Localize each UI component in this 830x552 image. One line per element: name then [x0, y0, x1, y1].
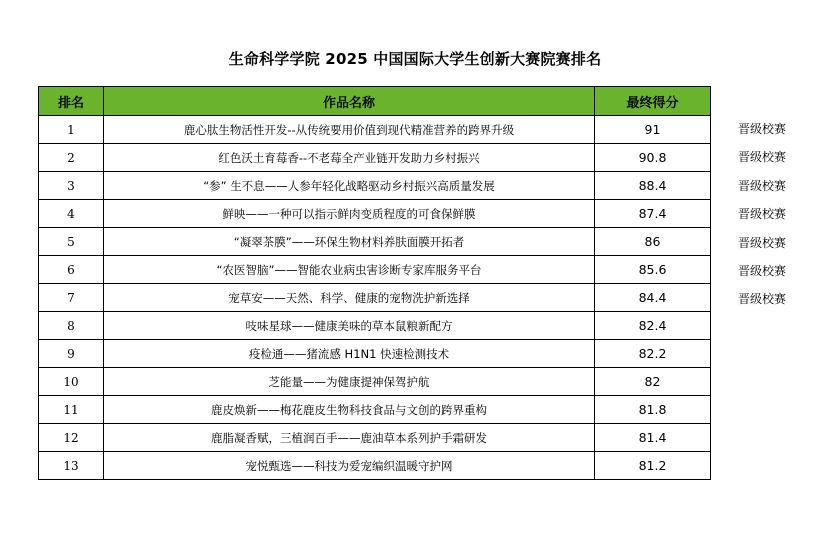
- rank-cell: 11: [39, 396, 104, 424]
- header-row: [39, 87, 711, 116]
- rank-cell: 13: [39, 452, 104, 480]
- advance-note: 晋级校赛: [738, 207, 787, 222]
- rank-cell: 5: [39, 228, 104, 256]
- table-row: [39, 144, 711, 172]
- project-name-cell: “农医智脑”——智能农业病虫害诊断专家库服务平台: [104, 256, 595, 284]
- score-cell: 82.2: [595, 340, 711, 368]
- advance-notes-column: [738, 115, 818, 484]
- project-name-cell: 芝能量——为健康提神保驾护航: [104, 368, 595, 396]
- table-row: [39, 256, 711, 284]
- score-cell: 82: [595, 368, 711, 396]
- header-rank: 排名: [39, 87, 104, 116]
- rank-cell: 6: [39, 256, 104, 284]
- advance-note: [738, 342, 818, 370]
- advance-note: 晋级校赛: [738, 178, 787, 193]
- rank-cell: 7: [39, 284, 104, 312]
- score-cell: 81.8: [595, 396, 711, 424]
- rank-cell: 10: [39, 368, 104, 396]
- advance-note: 晋级校赛: [738, 263, 787, 278]
- advance-note: [738, 456, 818, 484]
- page-title: 生命科学学院 2025 中国国际大学生创新大赛院赛排名: [228, 50, 602, 68]
- advance-note: 晋级校赛: [738, 235, 787, 250]
- project-name-cell: 宠草安——天然、科学、健康的宠物洗护新选择: [104, 284, 595, 312]
- rank-cell: 12: [39, 424, 104, 452]
- table-row: [39, 368, 711, 396]
- score-cell: 82.4: [595, 312, 711, 340]
- project-name-cell: 鹿心肽生物活性开发--从传统要用价值到现代精准营养的跨界升级: [104, 116, 595, 144]
- project-name-cell: 鹿脂凝香赋，三植润百手——鹿油草本系列护手霜研发: [104, 424, 595, 452]
- table-header: [39, 87, 711, 116]
- score-cell: 85.6: [595, 256, 711, 284]
- table-body: [39, 116, 711, 480]
- score-cell: 86: [595, 228, 711, 256]
- advance-note: [738, 371, 818, 399]
- table-row: [39, 340, 711, 368]
- table-row: [39, 200, 711, 228]
- advance-note: [738, 427, 818, 455]
- project-name-cell: 鲜映——一种可以指示鲜肉变质程度的可食保鲜膜: [104, 200, 595, 228]
- advance-note: [738, 314, 818, 342]
- rank-cell: 9: [39, 340, 104, 368]
- advance-note: 晋级校赛: [738, 150, 787, 165]
- score-cell: 81.2: [595, 452, 711, 480]
- project-name-cell: 疫检通——猪流感 H1N1 快速检测技术: [104, 340, 595, 368]
- advance-note: 晋级校赛: [738, 122, 787, 136]
- project-name-cell: “凝翠茶膜”——环保生物材料养肤面膜开拓者: [104, 228, 595, 256]
- table-row: [39, 228, 711, 256]
- score-cell: 87.4: [595, 200, 711, 228]
- table-row: [39, 284, 711, 312]
- project-name-cell: 红色沃土育莓香--不老莓全产业链开发助力乡村振兴: [104, 144, 595, 172]
- project-name-cell: “参” 生不息——人参年轻化战略驱动乡村振兴高质量发展: [104, 172, 595, 200]
- ranking-table: [38, 86, 711, 480]
- project-name-cell: 鹿皮焕新——梅花鹿皮生物科技食品与文创的跨界重构: [104, 396, 595, 424]
- header-name: 作品名称: [104, 87, 595, 116]
- score-cell: 84.4: [595, 284, 711, 312]
- score-cell: 81.4: [595, 424, 711, 452]
- score-cell: 88.4: [595, 172, 711, 200]
- score-cell: 90.8: [595, 144, 711, 172]
- rank-cell: 8: [39, 312, 104, 340]
- table-row: [39, 396, 711, 424]
- project-name-cell: 吱味星球——健康美味的草本鼠粮新配方: [104, 312, 595, 340]
- table-row: [39, 116, 711, 144]
- rank-cell: 1: [39, 116, 104, 144]
- rank-cell: 2: [39, 144, 104, 172]
- table-row: [39, 424, 711, 452]
- table-row: [39, 312, 711, 340]
- project-name-cell: 宠悦甄选——科技为爱宠编织温暖守护网: [104, 452, 595, 480]
- score-cell: 91: [595, 116, 711, 144]
- advance-note: 晋级校赛: [738, 292, 787, 307]
- rank-cell: 3: [39, 172, 104, 200]
- table-row: [39, 172, 711, 200]
- header-score: 最终得分: [595, 87, 711, 116]
- table-row: [39, 452, 711, 480]
- rank-cell: 4: [39, 200, 104, 228]
- advance-note: [738, 399, 818, 427]
